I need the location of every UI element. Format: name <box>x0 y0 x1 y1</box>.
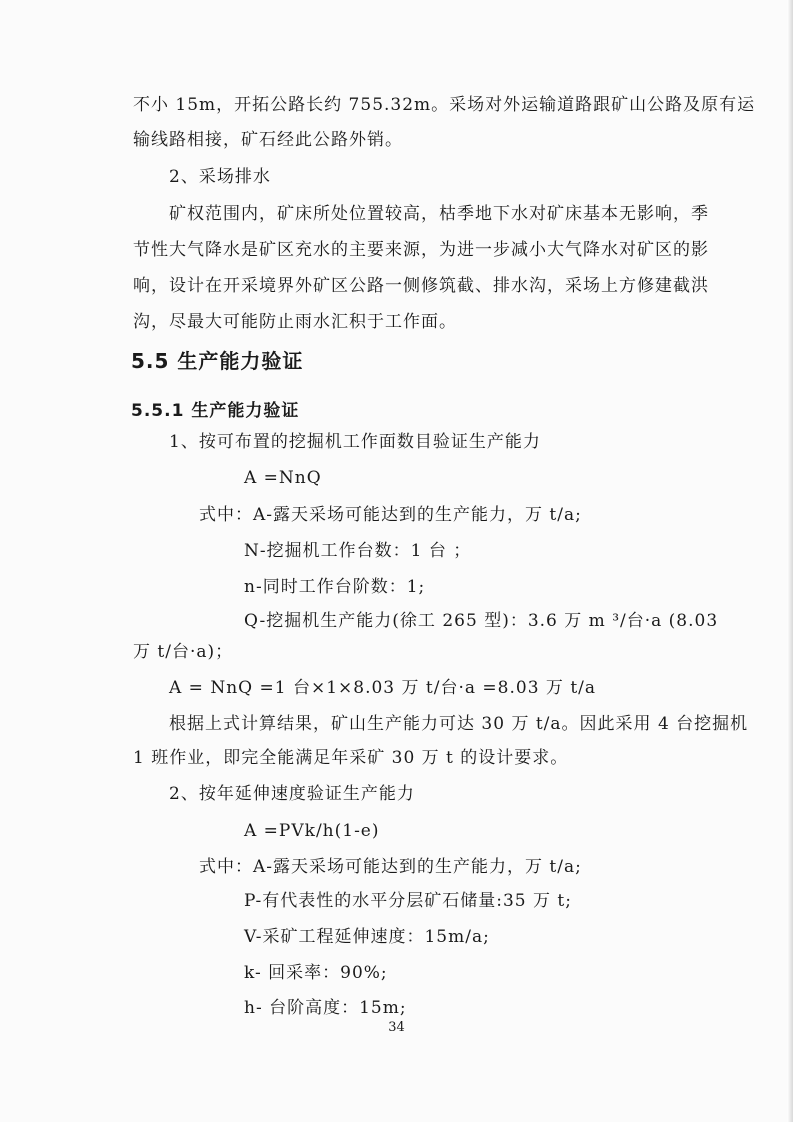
body-text-line: 矿权范围内，矿床所处位置较高，枯季地下水对矿床基本无影响，季 <box>169 204 709 224</box>
formula-where: 式中：A-露天采场可能达到的生产能力，万 t/a; <box>199 505 582 525</box>
variable-definition: N-挖掘机工作台数：1 台 ； <box>244 541 472 561</box>
variable-definition: k- 回采率：90%; <box>244 963 388 983</box>
formula: A =PVk/h(1-e) <box>244 821 380 841</box>
variable-definition: V-采矿工程延伸速度：15m/a; <box>244 927 490 947</box>
body-text-line: 响，设计在开采境界外矿区公路一侧修筑截、排水沟，采场上方修建截洪 <box>133 276 709 296</box>
variable-definition: P-有代表性的水平分层矿石储量:35 万 t; <box>244 891 572 911</box>
calculation: A = NnQ =1 台×1×8.03 万 t/台·a =8.03 万 t/a <box>169 678 597 698</box>
section-heading: 5.5 生产能力验证 <box>131 349 304 373</box>
subsection-item-title: 2、采场排水 <box>169 167 271 187</box>
scan-edge-shadow <box>787 0 793 1122</box>
method-title: 1、按可布置的挖掘机工作面数目验证生产能力 <box>169 432 541 452</box>
body-text-line: 1 班作业，即完全能满足年采矿 30 万 t 的设计要求。 <box>133 748 569 768</box>
body-text-line: 节性大气降水是矿区充水的主要来源，为进一步减小大气降水对矿区的影 <box>133 240 709 260</box>
body-text-line: 输线路相接，矿石经此公路外销。 <box>133 130 403 150</box>
body-text-line: 不小 15m，开拓公路长约 755.32m。采场对外运输道路跟矿山公路及原有运 <box>133 95 756 115</box>
formula-where: 式中：A-露天采场可能达到的生产能力，万 t/a; <box>199 857 582 877</box>
formula: A =NnQ <box>244 468 322 488</box>
variable-definition: h- 台阶高度：15m; <box>244 998 407 1018</box>
body-text-line: 沟，尽最大可能防止雨水汇积于工作面。 <box>133 312 457 332</box>
variable-definition: n-同时工作台阶数：1; <box>244 577 426 597</box>
method-title: 2、按年延伸速度验证生产能力 <box>169 784 415 804</box>
subsection-heading: 5.5.1 生产能力验证 <box>131 401 300 421</box>
page-number: 34 <box>388 1020 405 1035</box>
variable-definition: 万 t/台·a)； <box>133 642 234 662</box>
variable-definition: Q-挖掘机生产能力(徐工 265 型)：3.6 万 m ³/台·a (8.03 <box>244 611 719 631</box>
body-text-line: 根据上式计算结果，矿山生产能力可达 30 万 t/a。因此采用 4 台挖掘机 <box>169 714 749 734</box>
